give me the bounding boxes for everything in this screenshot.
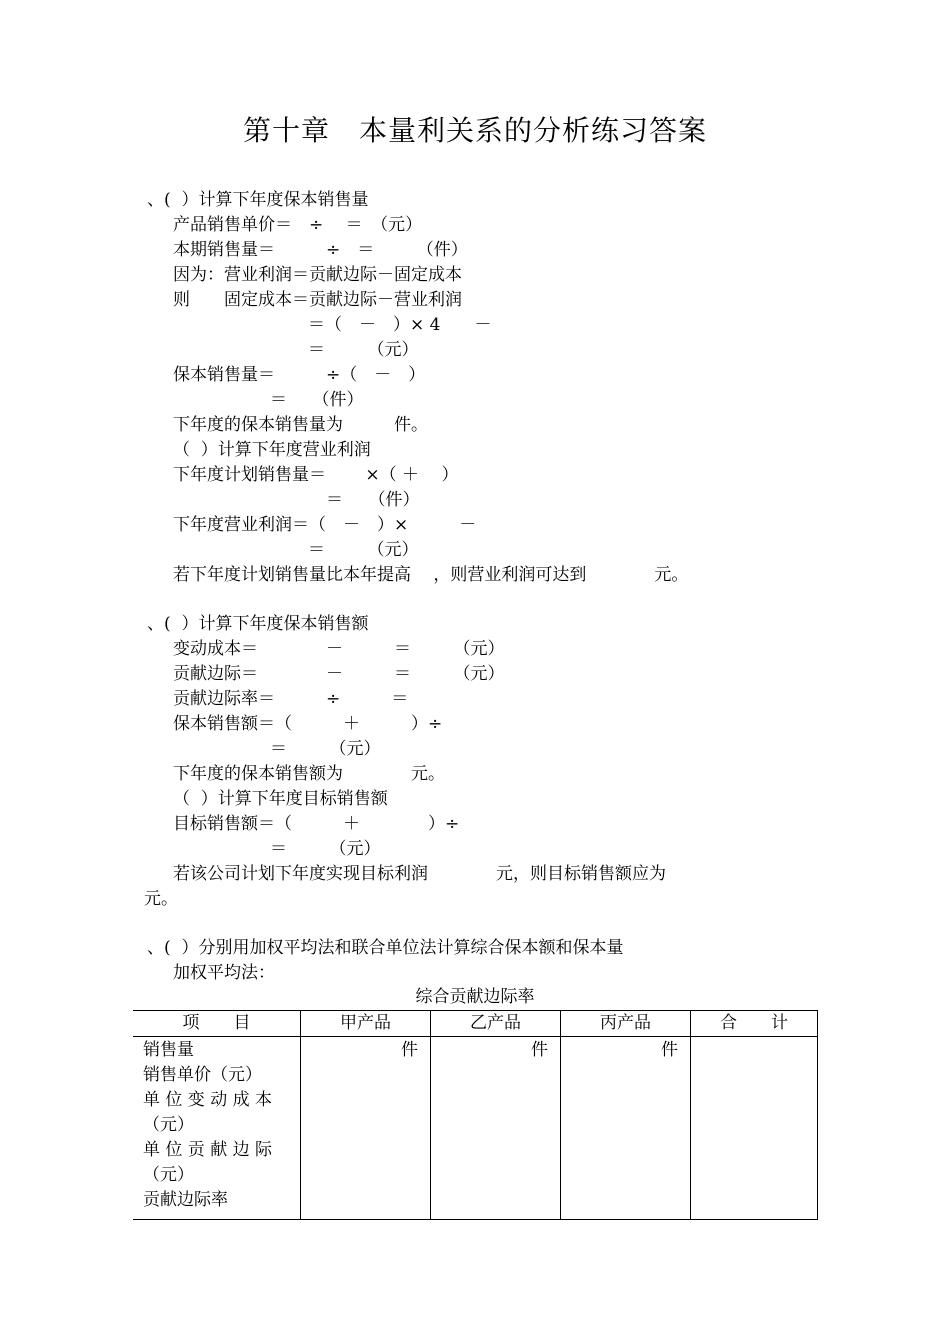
section1-line: ＝ （元）: [308, 540, 419, 560]
row-label-unit-price: 销售单价（元）: [143, 1065, 262, 1085]
header-total: 合 计: [691, 1011, 818, 1037]
header-product-a: 甲产品: [301, 1011, 431, 1037]
section2-line: ＝ （元）: [270, 739, 381, 759]
contribution-margin-table: [133, 1010, 818, 1220]
section1-line: 本期销售量＝ ÷ ＝ （件）: [173, 240, 468, 260]
header-product-c: 丙产品: [561, 1011, 691, 1037]
row-label-unit-variable-cost-unit: （元）: [143, 1115, 194, 1135]
section1-line: 下年度计划销售量＝ ×（ ＋ ）: [173, 465, 459, 485]
section1-line: ＝ （件）: [270, 390, 364, 410]
section2-line: 变动成本＝ － ＝ （元）: [173, 639, 505, 659]
section1-line: 因为：营业利润＝贡献边际－固定成本: [173, 265, 462, 285]
section2-heading: 、( ）计算下年度保本销售额: [147, 614, 369, 634]
section2-line: ＝ （元）: [270, 839, 381, 859]
section2-line: 若该公司计划下年度实现目标利润 元，则目标销售额应为: [173, 864, 666, 884]
product-c-cell: 件: [561, 1037, 691, 1220]
table-caption: 综合贡献边际率: [415, 987, 535, 1007]
section1-line: 产品销售单价＝ ÷ ＝ （元）: [173, 215, 423, 235]
table-header-row: [133, 1011, 818, 1037]
section1-line: ＝ （元）: [308, 340, 419, 360]
section2-line: 保本销售额＝（ ＋ ）÷: [173, 714, 443, 734]
table-row: [133, 1037, 818, 1220]
section1-line: 下年度营业利润＝（ － ）× －: [173, 515, 477, 535]
page-title: 第十章 本量利关系的分析练习答案: [242, 114, 707, 147]
section3-heading: 、( ）分别用加权平均法和联合单位法计算综合保本额和保本量: [147, 938, 624, 958]
section1-line: ＝ （件）: [326, 490, 420, 510]
section1-subheading: （ ）计算下年度营业利润: [173, 440, 371, 460]
row-label-unit-contribution-unit: （元）: [143, 1165, 194, 1185]
row-label-sales-volume: 销售量: [143, 1040, 194, 1060]
total-cell: [691, 1037, 818, 1220]
row-label-unit-contribution: 单 位 贡 献 边 际: [143, 1140, 273, 1160]
section2-line: 贡献边际率＝ ÷ ＝: [173, 689, 409, 709]
row-label-unit-variable-cost: 单 位 变 动 成 本: [143, 1090, 273, 1110]
header-item: 项 目: [133, 1011, 301, 1037]
section2-line: 元。: [144, 889, 178, 909]
section1-line: 保本销售量＝ ÷（ － ）: [173, 365, 426, 385]
section2-line: 目标销售额＝（ ＋ ）÷: [173, 814, 460, 834]
section1-line: 下年度的保本销售量为 件。: [173, 415, 428, 435]
section1-heading: 、( ）计算下年度保本销售量: [147, 190, 369, 210]
section1-line: 若下年度计划销售量比本年提高 ，则营业利润可达到 元。: [173, 565, 689, 585]
product-b-cell: 件: [431, 1037, 561, 1220]
section2-subheading: （ ）计算下年度目标销售额: [173, 789, 388, 809]
section1-line: ＝（ － ）× 4 －: [308, 315, 492, 335]
section3-method: 加权平均法：: [173, 963, 275, 983]
row-labels-cell: [133, 1037, 301, 1220]
product-a-cell: 件: [301, 1037, 431, 1220]
header-product-b: 乙产品: [431, 1011, 561, 1037]
section2-line: 下年度的保本销售额为 元。: [173, 764, 445, 784]
section1-line: 则 固定成本＝贡献边际－营业利润: [173, 290, 462, 310]
section2-line: 贡献边际＝ － ＝ （元）: [173, 664, 505, 684]
row-label-contribution-rate: 贡献边际率: [143, 1190, 228, 1210]
